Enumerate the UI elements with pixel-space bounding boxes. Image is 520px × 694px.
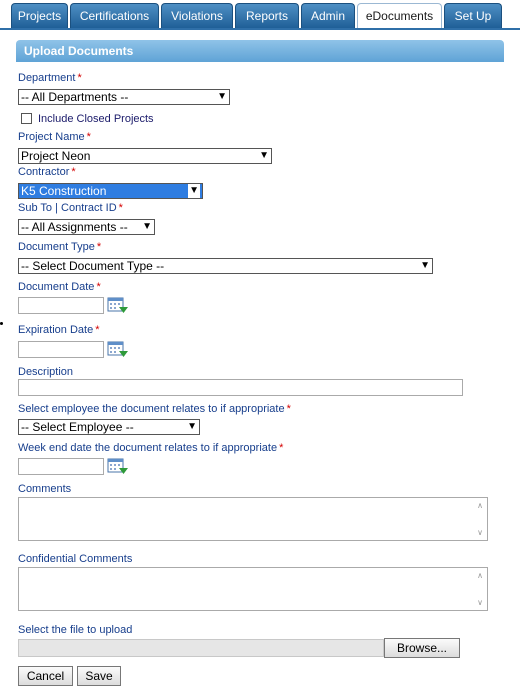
file-upload-label: Select the file to upload bbox=[18, 624, 133, 636]
calendar-icon[interactable] bbox=[107, 340, 129, 358]
confidential-comments-label: Confidential Comments bbox=[18, 553, 133, 565]
tab-admin[interactable]: Admin bbox=[301, 3, 355, 28]
document-date-label: Document Date * bbox=[18, 281, 101, 293]
description-label: Description bbox=[18, 366, 74, 378]
tab-violations[interactable]: Violations bbox=[161, 3, 233, 28]
week-end-label: Week end date the document relates to if appropriate * bbox=[18, 442, 284, 454]
department-label: Department * bbox=[18, 72, 82, 84]
browse-button[interactable]: Browse... bbox=[384, 638, 460, 658]
tab-bar bbox=[0, 0, 520, 30]
include-closed-checkbox[interactable] bbox=[21, 113, 32, 124]
scroll-down-icon[interactable]: ∨ bbox=[477, 528, 483, 537]
project-name-select[interactable]: Project Neon ▼ bbox=[18, 148, 272, 164]
cancel-button[interactable]: Cancel bbox=[18, 666, 73, 686]
panel-title: Upload Documents bbox=[16, 40, 504, 62]
chevron-down-icon: ▼ bbox=[420, 260, 430, 271]
tab-certifications[interactable]: Certifications bbox=[70, 3, 159, 28]
chevron-down-icon: ▼ bbox=[142, 221, 152, 232]
employee-select[interactable]: -- Select Employee -- ▼ bbox=[18, 419, 200, 435]
comments-label: Comments bbox=[18, 483, 72, 495]
department-select[interactable]: -- All Departments -- ▼ bbox=[18, 89, 230, 105]
expiration-date-input[interactable] bbox=[18, 341, 104, 358]
tab-edocuments[interactable]: eDocuments bbox=[357, 3, 442, 29]
project-name-label: Project Name * bbox=[18, 131, 91, 143]
tab-projects[interactable]: Projects bbox=[11, 3, 68, 28]
file-path-field[interactable] bbox=[18, 639, 384, 657]
confidential-comments-textarea[interactable] bbox=[18, 567, 488, 611]
margin-dot bbox=[0, 322, 3, 325]
expiration-date-label: Expiration Date * bbox=[18, 324, 100, 336]
scroll-up-icon[interactable]: ∧ bbox=[477, 501, 483, 510]
chevron-down-icon: ▼ bbox=[187, 421, 197, 432]
document-type-select[interactable]: -- Select Document Type -- ▼ bbox=[18, 258, 433, 274]
description-input[interactable] bbox=[18, 379, 463, 396]
week-end-input[interactable] bbox=[18, 458, 104, 475]
tab-underline bbox=[0, 28, 520, 30]
document-type-label: Document Type * bbox=[18, 241, 102, 253]
contractor-select[interactable]: K5 Construction ▼ bbox=[18, 183, 203, 199]
scroll-up-icon[interactable]: ∧ bbox=[477, 571, 483, 580]
employee-label: Select employee the document relates to if appropriate * bbox=[18, 403, 291, 415]
document-date-input[interactable] bbox=[18, 297, 104, 314]
sub-to-select[interactable]: -- All Assignments -- ▼ bbox=[18, 219, 155, 235]
calendar-icon[interactable] bbox=[107, 296, 129, 314]
chevron-down-icon: ▼ bbox=[217, 91, 227, 102]
scroll-down-icon[interactable]: ∨ bbox=[477, 598, 483, 607]
comments-textarea[interactable] bbox=[18, 497, 488, 541]
save-button[interactable]: Save bbox=[77, 666, 121, 686]
include-closed-label: Include Closed Projects bbox=[38, 113, 154, 125]
chevron-down-icon: ▼ bbox=[259, 150, 269, 161]
contractor-label: Contractor * bbox=[18, 166, 76, 178]
calendar-icon[interactable] bbox=[107, 457, 129, 475]
chevron-down-icon: ▼ bbox=[189, 185, 199, 196]
tab-reports[interactable]: Reports bbox=[235, 3, 299, 28]
tab-set-up[interactable]: Set Up bbox=[444, 3, 502, 28]
sub-to-label: Sub To | Contract ID * bbox=[18, 202, 123, 214]
